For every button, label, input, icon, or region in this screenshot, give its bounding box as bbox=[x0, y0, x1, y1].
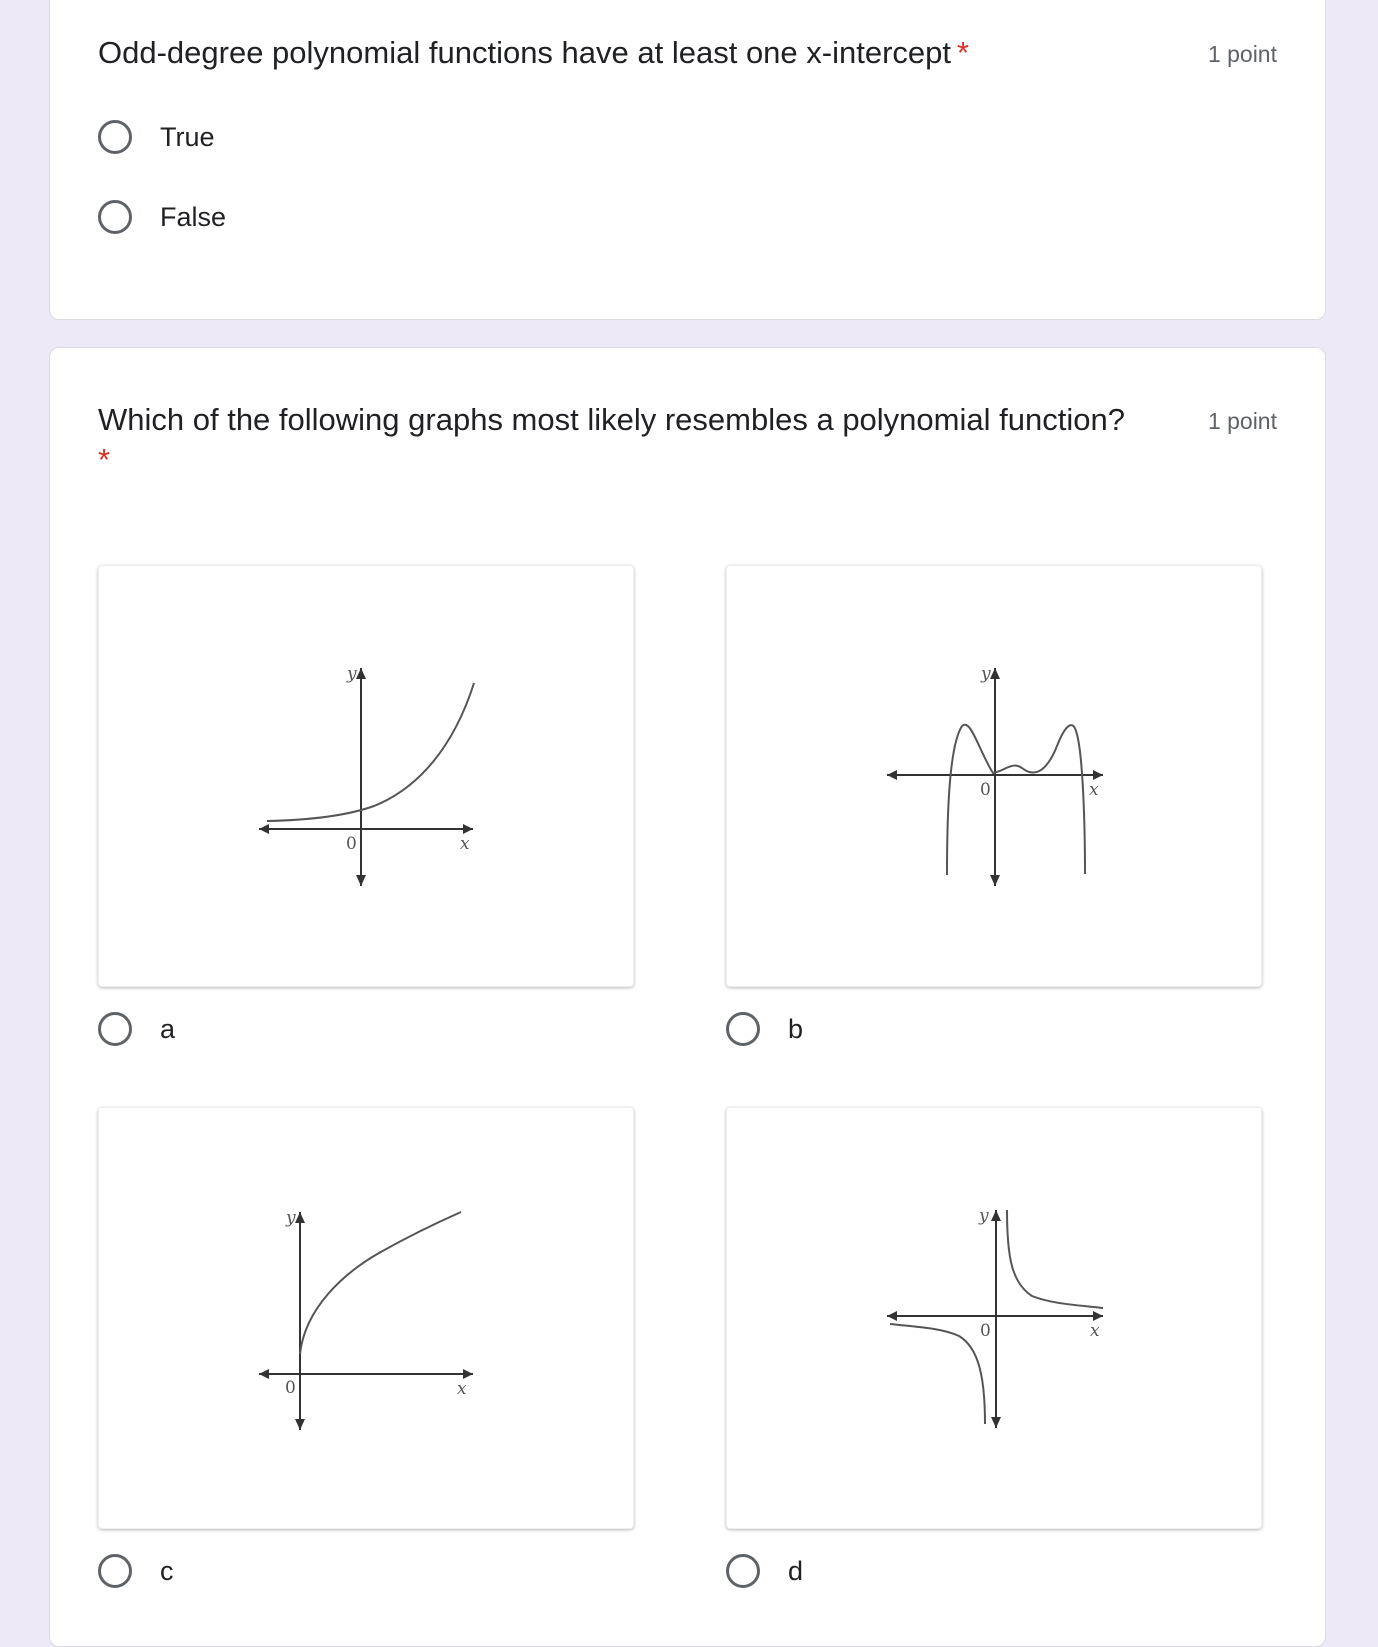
y-axis-arrow bbox=[990, 668, 1000, 679]
option-c[interactable] bbox=[98, 1554, 174, 1588]
y-axis-label: y bbox=[981, 664, 991, 684]
question-card-2 bbox=[49, 347, 1326, 1647]
y-axis-arrow-down bbox=[356, 875, 366, 886]
x-axis-label: x bbox=[460, 834, 470, 854]
curve-line bbox=[947, 725, 1085, 875]
points-label: 1 point bbox=[1207, 408, 1277, 434]
x-axis-label: x bbox=[457, 1379, 467, 1399]
origin-label: 0 bbox=[980, 780, 991, 800]
y-axis-arrow-down bbox=[295, 1419, 305, 1430]
option-image-c bbox=[98, 1107, 634, 1529]
x-axis-label: x bbox=[1089, 780, 1099, 800]
x-axis-arrow bbox=[1093, 1311, 1103, 1321]
option-a[interactable] bbox=[98, 1012, 175, 1046]
question-title bbox=[98, 33, 969, 73]
option-image-d bbox=[726, 1107, 1262, 1529]
radio-button[interactable] bbox=[726, 1554, 760, 1588]
question-text: Odd-degree polynomial functions have at least one x-intercept bbox=[98, 35, 951, 70]
y-axis-arrow bbox=[295, 1212, 305, 1223]
graph-square-root bbox=[99, 1108, 635, 1530]
option-label: True bbox=[160, 121, 215, 152]
option-label: False bbox=[160, 201, 227, 232]
required-asterisk: * bbox=[98, 442, 111, 477]
option-label: c bbox=[160, 1555, 174, 1586]
option-true[interactable] bbox=[98, 120, 215, 154]
origin-label: 0 bbox=[285, 1378, 296, 1398]
question-card-1 bbox=[49, 0, 1326, 320]
x-axis-arrow-left bbox=[259, 824, 269, 834]
y-axis-label: y bbox=[286, 1208, 296, 1228]
curve-line bbox=[267, 683, 474, 821]
curve-line bbox=[300, 1212, 461, 1354]
radio-button[interactable] bbox=[98, 1554, 132, 1588]
y-axis-arrow-down bbox=[991, 1417, 1001, 1428]
x-axis-arrow bbox=[463, 1369, 473, 1379]
x-axis-arrow-left bbox=[887, 770, 897, 780]
x-axis-label: x bbox=[1090, 1321, 1100, 1341]
origin-label: 0 bbox=[980, 1321, 991, 1341]
y-axis-arrow bbox=[991, 1210, 1001, 1221]
y-axis-arrow-down bbox=[990, 875, 1000, 886]
option-false[interactable] bbox=[98, 200, 226, 234]
x-axis-arrow bbox=[1093, 770, 1103, 780]
graph-reciprocal bbox=[727, 1108, 1263, 1530]
curve-line-right bbox=[1007, 1210, 1103, 1308]
radio-button[interactable] bbox=[98, 200, 132, 234]
curve-line-left bbox=[890, 1324, 985, 1424]
option-b[interactable] bbox=[726, 1012, 803, 1046]
question-title bbox=[98, 400, 1188, 440]
option-image-a bbox=[98, 565, 634, 987]
question-text: Which of the following graphs most likely resembles a polynomial function? bbox=[98, 402, 1125, 437]
x-axis-arrow bbox=[463, 824, 473, 834]
radio-button[interactable] bbox=[98, 1012, 132, 1046]
x-axis-arrow-left bbox=[887, 1311, 897, 1321]
y-axis-label: y bbox=[347, 664, 357, 684]
option-image-b bbox=[726, 565, 1262, 987]
option-label: d bbox=[788, 1555, 804, 1586]
x-axis-arrow-left bbox=[259, 1369, 269, 1379]
radio-button[interactable] bbox=[98, 120, 132, 154]
origin-label: 0 bbox=[346, 834, 357, 854]
y-axis-label: y bbox=[979, 1206, 989, 1226]
graph-polynomial bbox=[727, 566, 1263, 988]
radio-button[interactable] bbox=[726, 1012, 760, 1046]
y-axis-arrow bbox=[356, 668, 366, 679]
option-d[interactable] bbox=[726, 1554, 803, 1588]
required-asterisk: * bbox=[957, 35, 970, 70]
graph-exponential bbox=[99, 566, 635, 988]
points-label: 1 point bbox=[1207, 41, 1277, 67]
option-label: a bbox=[160, 1013, 176, 1044]
option-label: b bbox=[788, 1013, 804, 1044]
required-asterisk-line bbox=[98, 440, 110, 480]
